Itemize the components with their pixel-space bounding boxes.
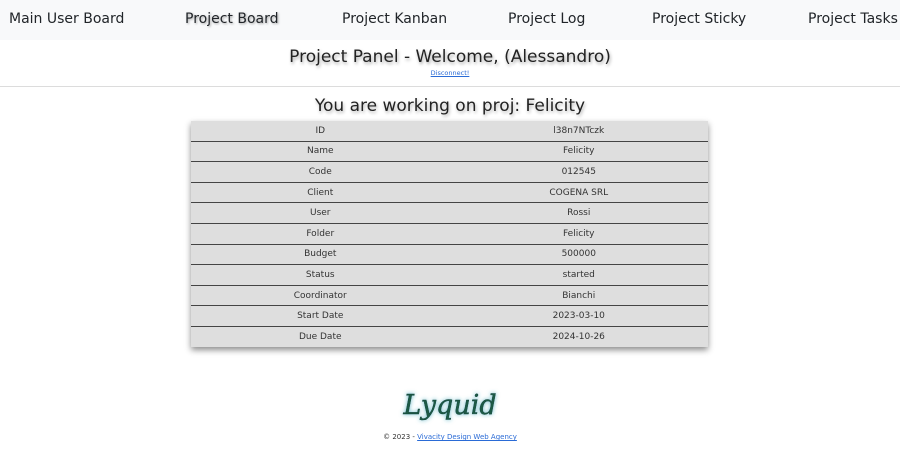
row-label: Coordinator bbox=[293, 290, 347, 301]
row-label: ID bbox=[315, 125, 326, 136]
table-row bbox=[191, 142, 708, 163]
row-value: 500000 bbox=[561, 249, 596, 260]
table-row bbox=[191, 306, 708, 327]
row-value: COGENA SRL bbox=[549, 187, 609, 198]
footer bbox=[0, 433, 900, 441]
row-value: Felicity bbox=[562, 228, 595, 239]
lyquid-logo-graphic bbox=[395, 384, 505, 428]
row-label: Code bbox=[308, 166, 332, 177]
row-label: Budget bbox=[304, 249, 337, 260]
nav-main-user-board[interactable]: Main User Board bbox=[9, 11, 125, 27]
row-value: started bbox=[562, 269, 595, 280]
logo-text: Lyquid bbox=[403, 390, 497, 421]
agency-link[interactable]: Vivacity Design Web Agency bbox=[417, 433, 517, 441]
row-label: Folder bbox=[306, 228, 335, 239]
panel-title: Project Panel - Welcome, (Alessandro) bbox=[289, 47, 611, 67]
row-value: Felicity bbox=[562, 146, 595, 157]
nav-project-tasks[interactable]: Project Tasks bbox=[808, 11, 898, 27]
nav-project-sticky[interactable]: Project Sticky bbox=[652, 11, 747, 27]
row-value: 2024-10-26 bbox=[552, 331, 605, 342]
row-value: l38n7NTczk bbox=[553, 125, 605, 136]
table-row bbox=[191, 183, 708, 204]
row-value: Rossi bbox=[567, 208, 591, 219]
row-label: Client bbox=[307, 187, 334, 198]
row-value: 012545 bbox=[561, 166, 596, 177]
row-label: Due Date bbox=[298, 331, 342, 342]
row-label: User bbox=[309, 208, 331, 219]
disconnect-link[interactable]: Disconnect! bbox=[430, 69, 470, 77]
row-label: Status bbox=[305, 269, 335, 280]
row-label: Name bbox=[306, 146, 334, 157]
project-details-table bbox=[191, 121, 708, 347]
table-row bbox=[191, 327, 708, 347]
project-heading: You are working on proj: Felicity bbox=[314, 96, 586, 116]
nav-project-kanban[interactable]: Project Kanban bbox=[342, 11, 448, 27]
table-row bbox=[191, 162, 708, 183]
top-navigation bbox=[0, 0, 900, 40]
table-row bbox=[191, 265, 708, 286]
row-label: Start Date bbox=[297, 311, 344, 322]
table-row bbox=[191, 224, 708, 245]
copyright-text: © 2023 - bbox=[383, 433, 418, 441]
nav-project-log[interactable]: Project Log bbox=[508, 11, 586, 27]
lyquid-logo bbox=[0, 384, 900, 432]
table-row bbox=[191, 203, 708, 224]
table-row bbox=[191, 245, 708, 266]
row-value: Bianchi bbox=[562, 290, 596, 301]
header-divider bbox=[0, 86, 900, 87]
table-row bbox=[191, 286, 708, 307]
nav-project-board[interactable]: Project Board bbox=[185, 11, 279, 27]
row-value: 2023-03-10 bbox=[552, 311, 605, 322]
table-row bbox=[191, 121, 708, 142]
